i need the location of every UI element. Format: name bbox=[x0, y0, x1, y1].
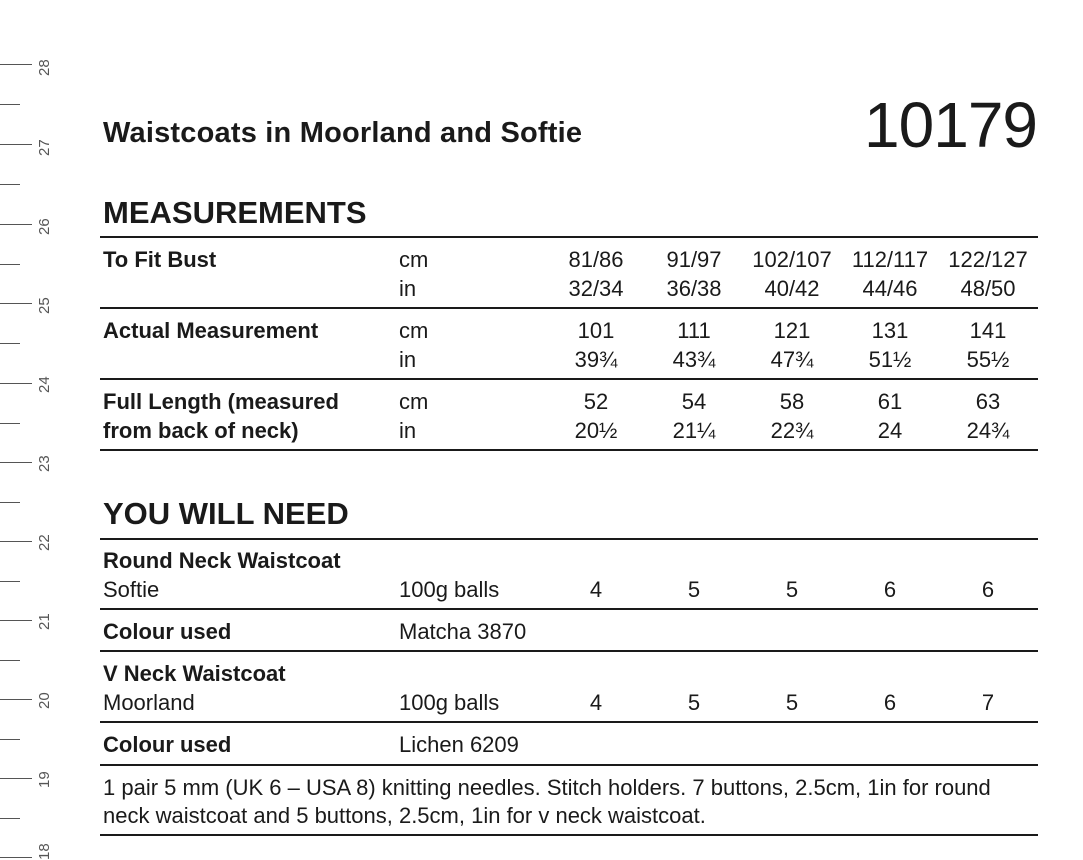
page-title: Waistcoats in Moorland and Softie bbox=[103, 117, 583, 149]
ruler-tick bbox=[0, 541, 32, 542]
value-cell: 111 bbox=[677, 318, 711, 343]
value-cell: 21¼ bbox=[672, 418, 716, 443]
value-cell: 7 bbox=[981, 690, 995, 715]
measurements-heading: MEASUREMENTS bbox=[103, 195, 367, 230]
row-label: To Fit Bust bbox=[103, 247, 217, 272]
row-label: Full Length (measured bbox=[103, 389, 339, 414]
ruler-tick bbox=[0, 343, 20, 344]
value-cell: 43¾ bbox=[672, 347, 716, 372]
unit-in: in bbox=[399, 418, 417, 443]
ruler-tick bbox=[0, 184, 20, 185]
value-cell: 48/50 bbox=[960, 276, 1016, 301]
colour-label: Colour used bbox=[103, 619, 232, 644]
value-cell: 5 bbox=[687, 577, 701, 602]
value-cell: 32/34 bbox=[568, 276, 624, 301]
value-cell: 58 bbox=[779, 389, 805, 414]
v-neck-unit: 100g balls bbox=[399, 690, 500, 715]
unit-in: in bbox=[399, 276, 417, 301]
value-cell: 6 bbox=[883, 577, 897, 602]
rule bbox=[100, 608, 1038, 610]
value-cell: 44/46 bbox=[862, 276, 918, 301]
value-cell: 4 bbox=[589, 690, 603, 715]
value-cell: 141 bbox=[969, 318, 1007, 343]
colour-label: Colour used bbox=[103, 732, 232, 757]
ruler-tick bbox=[0, 620, 32, 621]
ruler-tick bbox=[0, 699, 32, 700]
rule bbox=[100, 307, 1038, 309]
rule bbox=[100, 721, 1038, 723]
round-neck-title: Round Neck Waistcoat bbox=[103, 548, 341, 573]
ruler-number: 23 bbox=[36, 455, 53, 472]
row-label: Actual Measurement bbox=[103, 318, 319, 343]
ruler-number: 20 bbox=[36, 692, 53, 709]
ruler-tick bbox=[0, 857, 32, 858]
value-cell: 20½ bbox=[574, 418, 618, 443]
unit-cm: cm bbox=[399, 389, 429, 414]
value-cell: 24¾ bbox=[966, 418, 1010, 443]
value-cell: 5 bbox=[785, 577, 799, 602]
ruler-tick bbox=[0, 224, 32, 225]
row-label-cont: from back of neck) bbox=[103, 418, 299, 443]
value-cell: 122/127 bbox=[948, 247, 1028, 272]
value-cell: 91/97 bbox=[666, 247, 722, 272]
ruler-number: 26 bbox=[36, 218, 53, 235]
value-cell: 47¾ bbox=[770, 347, 814, 372]
ruler-number: 27 bbox=[36, 139, 53, 156]
rule bbox=[100, 236, 1038, 238]
ruler-tick bbox=[0, 144, 32, 145]
value-cell: 5 bbox=[785, 690, 799, 715]
value-cell: 112/117 bbox=[851, 247, 929, 272]
rule bbox=[100, 764, 1038, 766]
ruler-number: 22 bbox=[36, 534, 53, 551]
value-cell: 6 bbox=[883, 690, 897, 715]
ruler-tick bbox=[0, 462, 32, 463]
value-cell: 52 bbox=[583, 389, 609, 414]
value-cell: 36/38 bbox=[666, 276, 722, 301]
value-cell: 54 bbox=[681, 389, 707, 414]
value-cell: 101 bbox=[577, 318, 615, 343]
ruler-tick bbox=[0, 739, 20, 740]
value-cell: 4 bbox=[589, 577, 603, 602]
rule bbox=[100, 378, 1038, 380]
pattern-number: 10179 bbox=[864, 89, 1037, 161]
value-cell: 131 bbox=[871, 318, 909, 343]
unit-cm: cm bbox=[399, 318, 429, 343]
v-neck-yarn: Moorland bbox=[103, 690, 195, 715]
ruler-tick bbox=[0, 818, 20, 819]
value-cell: 39¾ bbox=[574, 347, 618, 372]
value-cell: 6 bbox=[981, 577, 995, 602]
round-neck-unit: 100g balls bbox=[399, 577, 500, 602]
value-cell: 55½ bbox=[966, 347, 1010, 372]
value-cell: 121 bbox=[773, 318, 811, 343]
ruler-tick bbox=[0, 423, 20, 424]
ruler-number: 19 bbox=[36, 771, 53, 788]
side-ruler bbox=[0, 0, 70, 860]
unit-cm: cm bbox=[399, 247, 429, 272]
ruler-tick bbox=[0, 104, 20, 105]
unit-in: in bbox=[399, 347, 417, 372]
value-cell: 61 bbox=[877, 389, 903, 414]
ruler-tick bbox=[0, 502, 20, 503]
round-neck-yarn: Softie bbox=[103, 577, 160, 602]
ruler-tick bbox=[0, 383, 32, 384]
colour-value: Lichen 6209 bbox=[399, 732, 519, 757]
ruler-number: 24 bbox=[36, 376, 53, 393]
ruler-number: 28 bbox=[36, 59, 53, 76]
value-cell: 63 bbox=[975, 389, 1001, 414]
colour-value: Matcha 3870 bbox=[399, 619, 527, 644]
ruler-tick bbox=[0, 660, 20, 661]
value-cell: 40/42 bbox=[764, 276, 820, 301]
materials-notes: 1 pair 5 mm (UK 6 – USA 8) knitting needles. Stitch holders. 7 buttons, 2.5cm, 1in for round neck waistcoat and 5 buttons, 2.5cm, 1in for v neck waistcoat. bbox=[103, 775, 991, 828]
v-neck-title: V Neck Waistcoat bbox=[103, 661, 286, 686]
value-cell: 81/86 bbox=[568, 247, 624, 272]
value-cell: 22¾ bbox=[770, 418, 814, 443]
value-cell: 51½ bbox=[868, 347, 912, 372]
value-cell: 24 bbox=[877, 418, 903, 443]
rule bbox=[100, 650, 1038, 652]
ruler-tick bbox=[0, 64, 32, 65]
value-cell: 102/107 bbox=[752, 247, 832, 272]
value-cell: 5 bbox=[687, 690, 701, 715]
ruler-tick bbox=[0, 778, 32, 779]
rule bbox=[100, 834, 1038, 836]
ruler-tick bbox=[0, 303, 32, 304]
ruler-number: 18 bbox=[36, 843, 53, 860]
rule bbox=[100, 538, 1038, 540]
you-will-need-heading: YOU WILL NEED bbox=[103, 496, 349, 531]
rule bbox=[100, 449, 1038, 451]
ruler-tick bbox=[0, 264, 20, 265]
ruler-tick bbox=[0, 581, 20, 582]
ruler-number: 25 bbox=[36, 297, 53, 314]
ruler-number: 21 bbox=[36, 613, 53, 630]
